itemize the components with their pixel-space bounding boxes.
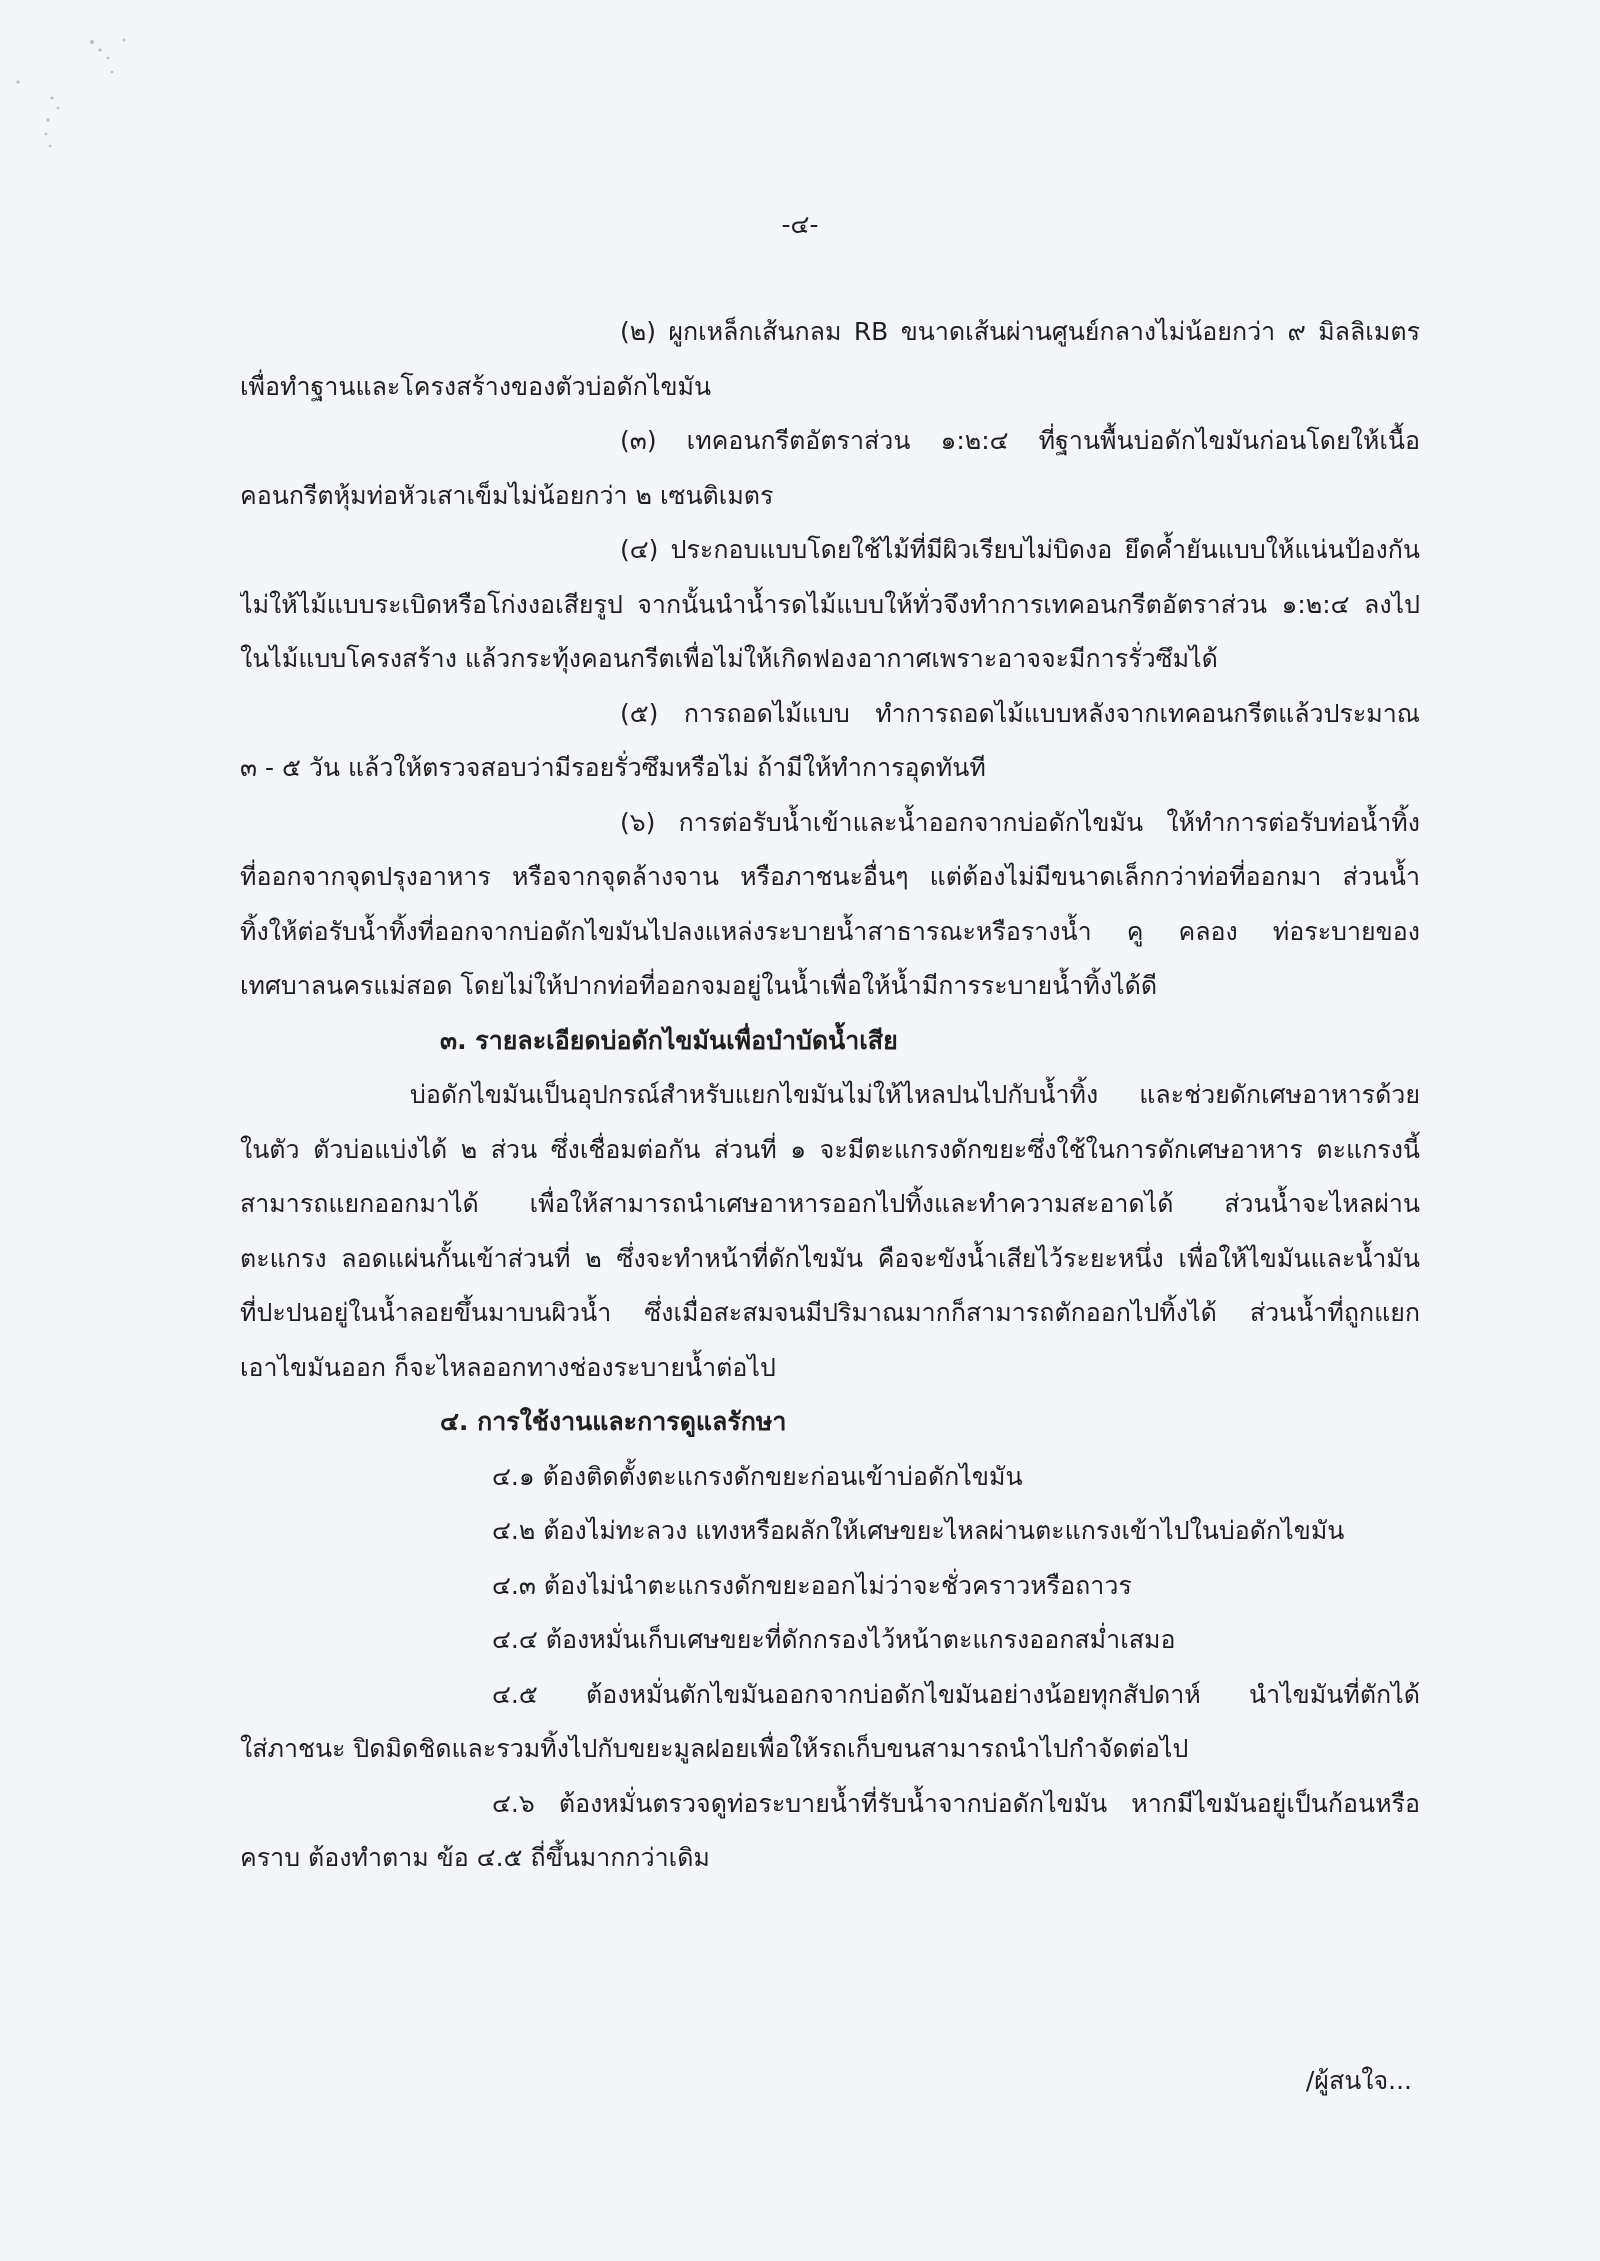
item-4-6-line-2: คราบ ต้องทำตาม ข้อ ๔.๕ ถี่ขึ้นมากกว่าเดิม [240, 1843, 710, 1872]
item-4-1: ๔.๑ ต้องติดตั้งตะแกรงดักขยะก่อนเข้าบ่อดักไขมัน [492, 1461, 1023, 1491]
item-4-4: ๔.๔ ต้องหมั่นเก็บเศษขยะที่ดักกรองไว้หน้าตะแกรงออกสม่ำเสมอ [492, 1625, 1176, 1654]
paragraph-5-line-2: ๓ - ๕ วัน แล้วให้ตรวจสอบว่ามีรอยรั่วซึมหรือไม่ ถ้ามีให้ทำการอุดทันที [240, 753, 986, 782]
paragraph-3-line-1: (๓) เทคอนกรีตอัตราส่วน ๑:๒:๔ ที่ฐานพื้นบ่อดักไขมันก่อนโดยให้เนื้อ [620, 426, 1420, 455]
section-3-heading: ๓. รายละเอียดบ่อดักไขมันเพื่อบำบัดน้ำเสีย [440, 1025, 898, 1055]
paragraph-4-line-1: (๔) ประกอบแบบโดยใช้ไม้ที่มีผิวเรียบไม่บิดงอ ยึดค้ำยันแบบให้แน่นป้องกัน [620, 535, 1420, 564]
document-body [240, 305, 1420, 1886]
section-3-line-5: ที่ปะปนอยู่ในน้ำลอยขึ้นมาบนผิวน้ำ ซึ่งเมื่อสะสมจนมีปริมาณมากก็สามารถตักออกไปทิ้งได้ ส่วนน้ำที่ถูกแยก [240, 1298, 1420, 1327]
section-3-line-4: ตะแกรง ลอดแผ่นกั้นเข้าส่วนที่ ๒ ซึ่งจะทำหน้าที่ดักไขมัน คือจะขังน้ำเสียไว้ระยะหนึ่ง เพื่อให้ไขมันและน้ำมัน [240, 1243, 1420, 1273]
paragraph-6-line-4: เทศบาลนครแม่สอด โดยไม่ให้ปากท่อที่ออกจมอยู่ในน้ำเพื่อให้น้ำมีการระบายน้ำทิ้งได้ดี [240, 971, 1158, 1000]
paragraph-5-line-1: (๕) การถอดไม้แบบ ทำการถอดไม้แบบหลังจากเทคอนกรีตแล้วประมาณ [620, 698, 1420, 728]
section-3-line-1: บ่อดักไขมันเป็นอุปกรณ์สำหรับแยกไขมันไม่ให้ไหลปนไปกับน้ำทิ้ง และช่วยดักเศษอาหารด้วย [410, 1080, 1420, 1109]
item-4-3: ๔.๓ ต้องไม่นำตะแกรงดักขยะออกไม่ว่าจะชั่วคราวหรือถาวร [492, 1570, 1132, 1600]
section-3-line-6: เอาไขมันออก ก็จะไหลออกทางช่องระบายน้ำต่อไป [240, 1352, 776, 1382]
item-4-5-line-1: ๔.๕ ต้องหมั่นตักไขมันออกจากบ่อดักไขมันอย่างน้อยทุกสัปดาห์ นำไขมันที่ตักได้ [492, 1679, 1420, 1709]
paragraph-6-line-3: ทิ้งให้ต่อรับน้ำทิ้งที่ออกจากบ่อดักไขมันไปลงแหล่งระบายน้ำสาธารณะหรือรางน้ำ คู คลอง ท่อระบายของ [240, 916, 1420, 946]
paragraph-2-line-2: เพื่อทำฐานและโครงสร้างของตัวบ่อดักไขมัน [240, 371, 712, 401]
paragraph-2-line-1: (๒) ผูกเหล็กเส้นกลม RB ขนาดเส้นผ่านศูนย์กลางไม่น้อยกว่า ๙ มิลลิเมตร [620, 317, 1420, 346]
section-3-line-2: ในตัว ตัวบ่อแบ่งได้ ๒ ส่วน ซึ่งเชื่อมต่อกัน ส่วนที่ ๑ จะมีตะแกรงดักขยะซึ่งใช้ในการดักเศษอาหาร ตะแกรงนี้ [240, 1134, 1420, 1164]
item-4-5-line-2: ใส่ภาชนะ ปิดมิดชิดและรวมทิ้งไปกับขยะมูลฝอยเพื่อให้รถเก็บขนสามารถนำไปกำจัดต่อไป [240, 1734, 1189, 1763]
page-number: -๔- [781, 210, 819, 239]
section-3-line-3: สามารถแยกออกมาได้ เพื่อให้สามารถนำเศษอาหารออกไปทิ้งและทำความสะอาดได้ ส่วนน้ำจะไหลผ่าน [240, 1189, 1420, 1218]
continuation-marker: /ผู้สนใจ... [1305, 2066, 1412, 2095]
paragraph-4-line-2: ไม่ให้ไม้แบบระเบิดหรือโก่งงอเสียรูป จากนั้นนำน้ำรดไม้แบบให้ทั่วจึงทำการเทคอนกรีตอัตราส่วน ๑:๒:๔ ลงไป [240, 589, 1420, 619]
item-4-6-line-1: ๔.๖ ต้องหมั่นตรวจดูท่อระบายน้ำที่รับน้ำจากบ่อดักไขมัน หากมีไขมันอยู่เป็นก้อนหรือ [492, 1788, 1420, 1818]
scan-speck-marks [0, 0, 140, 160]
section-4-heading: ๔. การใช้งานและการดูแลรักษา [440, 1407, 787, 1436]
item-4-2: ๔.๒ ต้องไม่ทะลวง แทงหรือผลักให้เศษขยะไหลผ่านตะแกรงเข้าไปในบ่อดักไขมัน [492, 1516, 1345, 1545]
paragraph-3-line-2: คอนกรีตหุ้มท่อหัวเสาเข็มไม่น้อยกว่า ๒ เซนติเมตร [240, 480, 774, 510]
paragraph-6-line-1: (๖) การต่อรับน้ำเข้าและน้ำออกจากบ่อดักไขมัน ให้ทำการต่อรับท่อน้ำทิ้ง [620, 807, 1420, 837]
paragraph-6-line-2: ที่ออกจากจุดปรุงอาหาร หรือจากจุดล้างจาน หรือภาชนะอื่นๆ แต่ต้องไม่มีขนาดเล็กกว่าท่อที่ออกมา ส่วนน้ำ [240, 862, 1420, 891]
paragraph-4-line-3: ในไม้แบบโครงสร้าง แล้วกระทุ้งคอนกรีตเพื่อไม่ให้เกิดฟองอากาศเพราะอาจจะมีการรั่วซึมได้ [240, 644, 1218, 673]
